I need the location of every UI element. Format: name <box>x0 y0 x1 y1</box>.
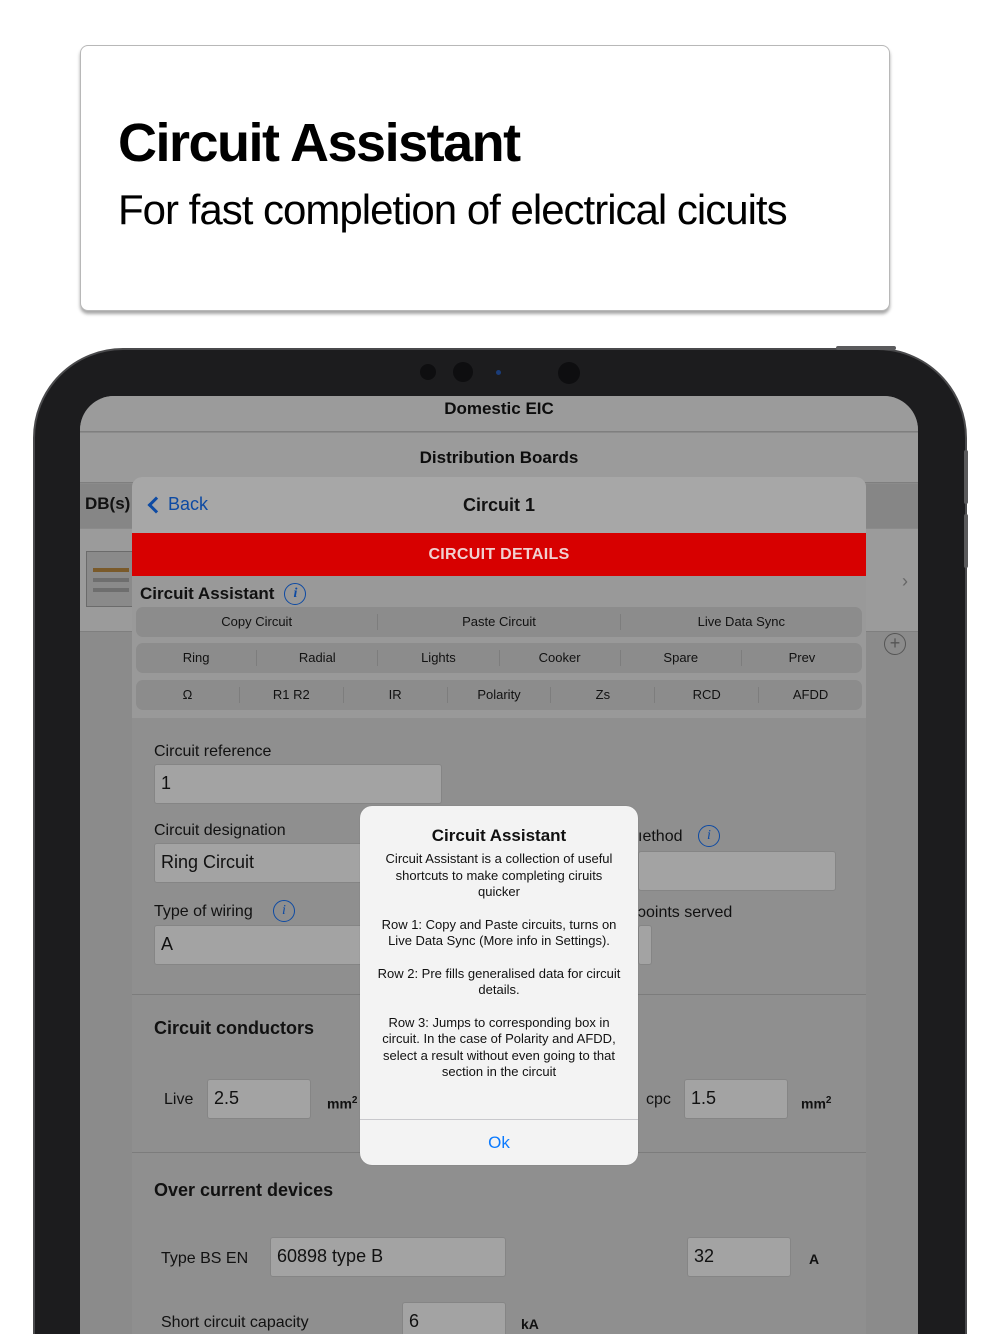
points-served-field[interactable] <box>638 925 652 965</box>
plus-circle-icon[interactable]: + <box>884 633 906 655</box>
short-circuit-capacity-label: Short circuit capacity <box>161 1314 309 1331</box>
reference-method-field[interactable] <box>638 851 836 891</box>
live-data-sync-button[interactable]: Live Data Sync <box>620 614 862 630</box>
sensor-dot <box>558 362 580 384</box>
distribution-boards-nav <box>80 433 918 483</box>
top-button <box>836 346 896 350</box>
rating-unit: A <box>809 1251 820 1267</box>
info-circle-icon[interactable]: i <box>284 583 306 605</box>
device-screen <box>80 396 918 1334</box>
type-bs-en-field[interactable]: 60898 type B <box>270 1237 506 1277</box>
assistant-row-2 <box>136 643 862 673</box>
cpc-unit: $mm^2$ <box>801 1095 832 1112</box>
copy-circuit-button[interactable]: Copy Circuit <box>221 614 293 629</box>
type-bs-en-label: Type BS EN <box>161 1250 249 1267</box>
volume-down-button <box>964 514 968 568</box>
back-label: Back <box>168 494 209 514</box>
app-title: Domestic EIC <box>444 399 554 418</box>
live-csa-field[interactable]: 2.5 <box>207 1079 311 1119</box>
sensor-dot <box>420 364 436 380</box>
ok-button[interactable]: Ok <box>488 1133 510 1152</box>
assistant-row-3 <box>136 680 862 710</box>
cpc-label: cpc <box>646 1091 671 1108</box>
radial-preset-button[interactable]: Radial <box>256 650 377 666</box>
camera-lens <box>453 362 473 382</box>
circuit-assistant-alert <box>360 806 638 1165</box>
live-label: Live <box>164 1091 194 1108</box>
cooker-preset-button[interactable]: Cooker <box>499 650 620 666</box>
ring-preset-button[interactable]: Ring <box>182 650 210 665</box>
short-circuit-capacity-field[interactable]: 6 <box>402 1302 506 1334</box>
alert-title: Circuit Assistant <box>431 826 567 845</box>
alert-paragraph: Row 2: Pre fills generalised data for circuit details. <box>377 965 621 997</box>
assistant-title <box>140 583 306 605</box>
alert-paragraph: Row 1: Copy and Paste circuits, turns on Live Data Sync (More info in Settings). <box>381 916 617 948</box>
type-of-wiring-label: Type of wiring <box>154 903 253 920</box>
nav-title: Distribution Boards <box>419 448 579 467</box>
points-served-label: ɔoints served <box>638 904 733 921</box>
r1r2-jump-button[interactable]: R1 R2 <box>239 687 343 703</box>
camera-indicator <box>496 370 501 375</box>
sheet-title: Circuit 1 <box>462 495 536 515</box>
type-of-wiring-field[interactable]: A <box>154 925 364 965</box>
chevron-right-icon: › <box>902 571 908 591</box>
info-circle-icon[interactable]: i <box>273 900 295 922</box>
banner-label: CIRCUIT DETAILS <box>428 546 570 563</box>
reference-method-label: ıethod <box>638 828 683 845</box>
db-section-label: DB(s) <box>85 494 131 513</box>
afdd-jump-button[interactable]: AFDD <box>758 687 862 703</box>
alert-paragraph: Circuit Assistant is a collection of useful shortcuts to make completing ciruits quicker <box>385 851 613 899</box>
circuit-designation-label: Circuit designation <box>154 822 286 839</box>
spare-preset-button[interactable]: Spare <box>620 650 741 666</box>
polarity-jump-button[interactable]: Polarity <box>447 687 551 703</box>
sheet-nav-bar <box>132 477 866 533</box>
lights-preset-button[interactable]: Lights <box>377 650 498 666</box>
assistant-title-text: Circuit Assistant <box>140 584 275 603</box>
over-current-devices-heading: Over current devices <box>154 1180 334 1200</box>
rcd-jump-button[interactable]: RCD <box>654 687 758 703</box>
live-unit: $mm^2$ <box>327 1095 358 1112</box>
alert-message <box>374 851 624 1097</box>
app-title-bar <box>80 396 918 432</box>
circuit-details-banner <box>132 533 866 576</box>
zs-jump-button[interactable]: Zs <box>550 687 654 703</box>
rating-field[interactable]: 32 <box>687 1237 791 1277</box>
ir-jump-button[interactable]: IR <box>343 687 447 703</box>
volume-up-button <box>964 450 968 504</box>
paste-circuit-button[interactable]: Paste Circuit <box>377 614 619 630</box>
ohm-jump-button[interactable]: Ω <box>182 687 193 702</box>
circuit-conductors-heading: Circuit conductors <box>154 1018 315 1038</box>
promo-title: Circuit Assistant <box>118 113 520 173</box>
promo-card <box>80 45 890 311</box>
prev-preset-button[interactable]: Prev <box>741 650 862 666</box>
assistant-row-1 <box>136 607 862 637</box>
promo-subtitle: For fast completion of electrical cicuits <box>118 186 787 233</box>
alert-paragraph: Row 3: Jumps to corresponding box in circuit. In the case of Polarity and AFDD, select a result without even going to that section in the circuit <box>382 1014 616 1079</box>
cpc-csa-field[interactable]: 1.5 <box>684 1079 788 1119</box>
circuit-assistant-panel <box>132 576 866 718</box>
consumer-unit-thumbnail <box>86 551 134 607</box>
circuit-reference-field[interactable]: 1 <box>154 764 442 804</box>
short-circuit-unit: kA <box>521 1316 539 1332</box>
circuit-designation-field[interactable]: Ring Circuit <box>154 843 364 883</box>
circuit-reference-label: Circuit reference <box>154 743 272 760</box>
info-circle-icon[interactable]: i <box>698 825 720 847</box>
